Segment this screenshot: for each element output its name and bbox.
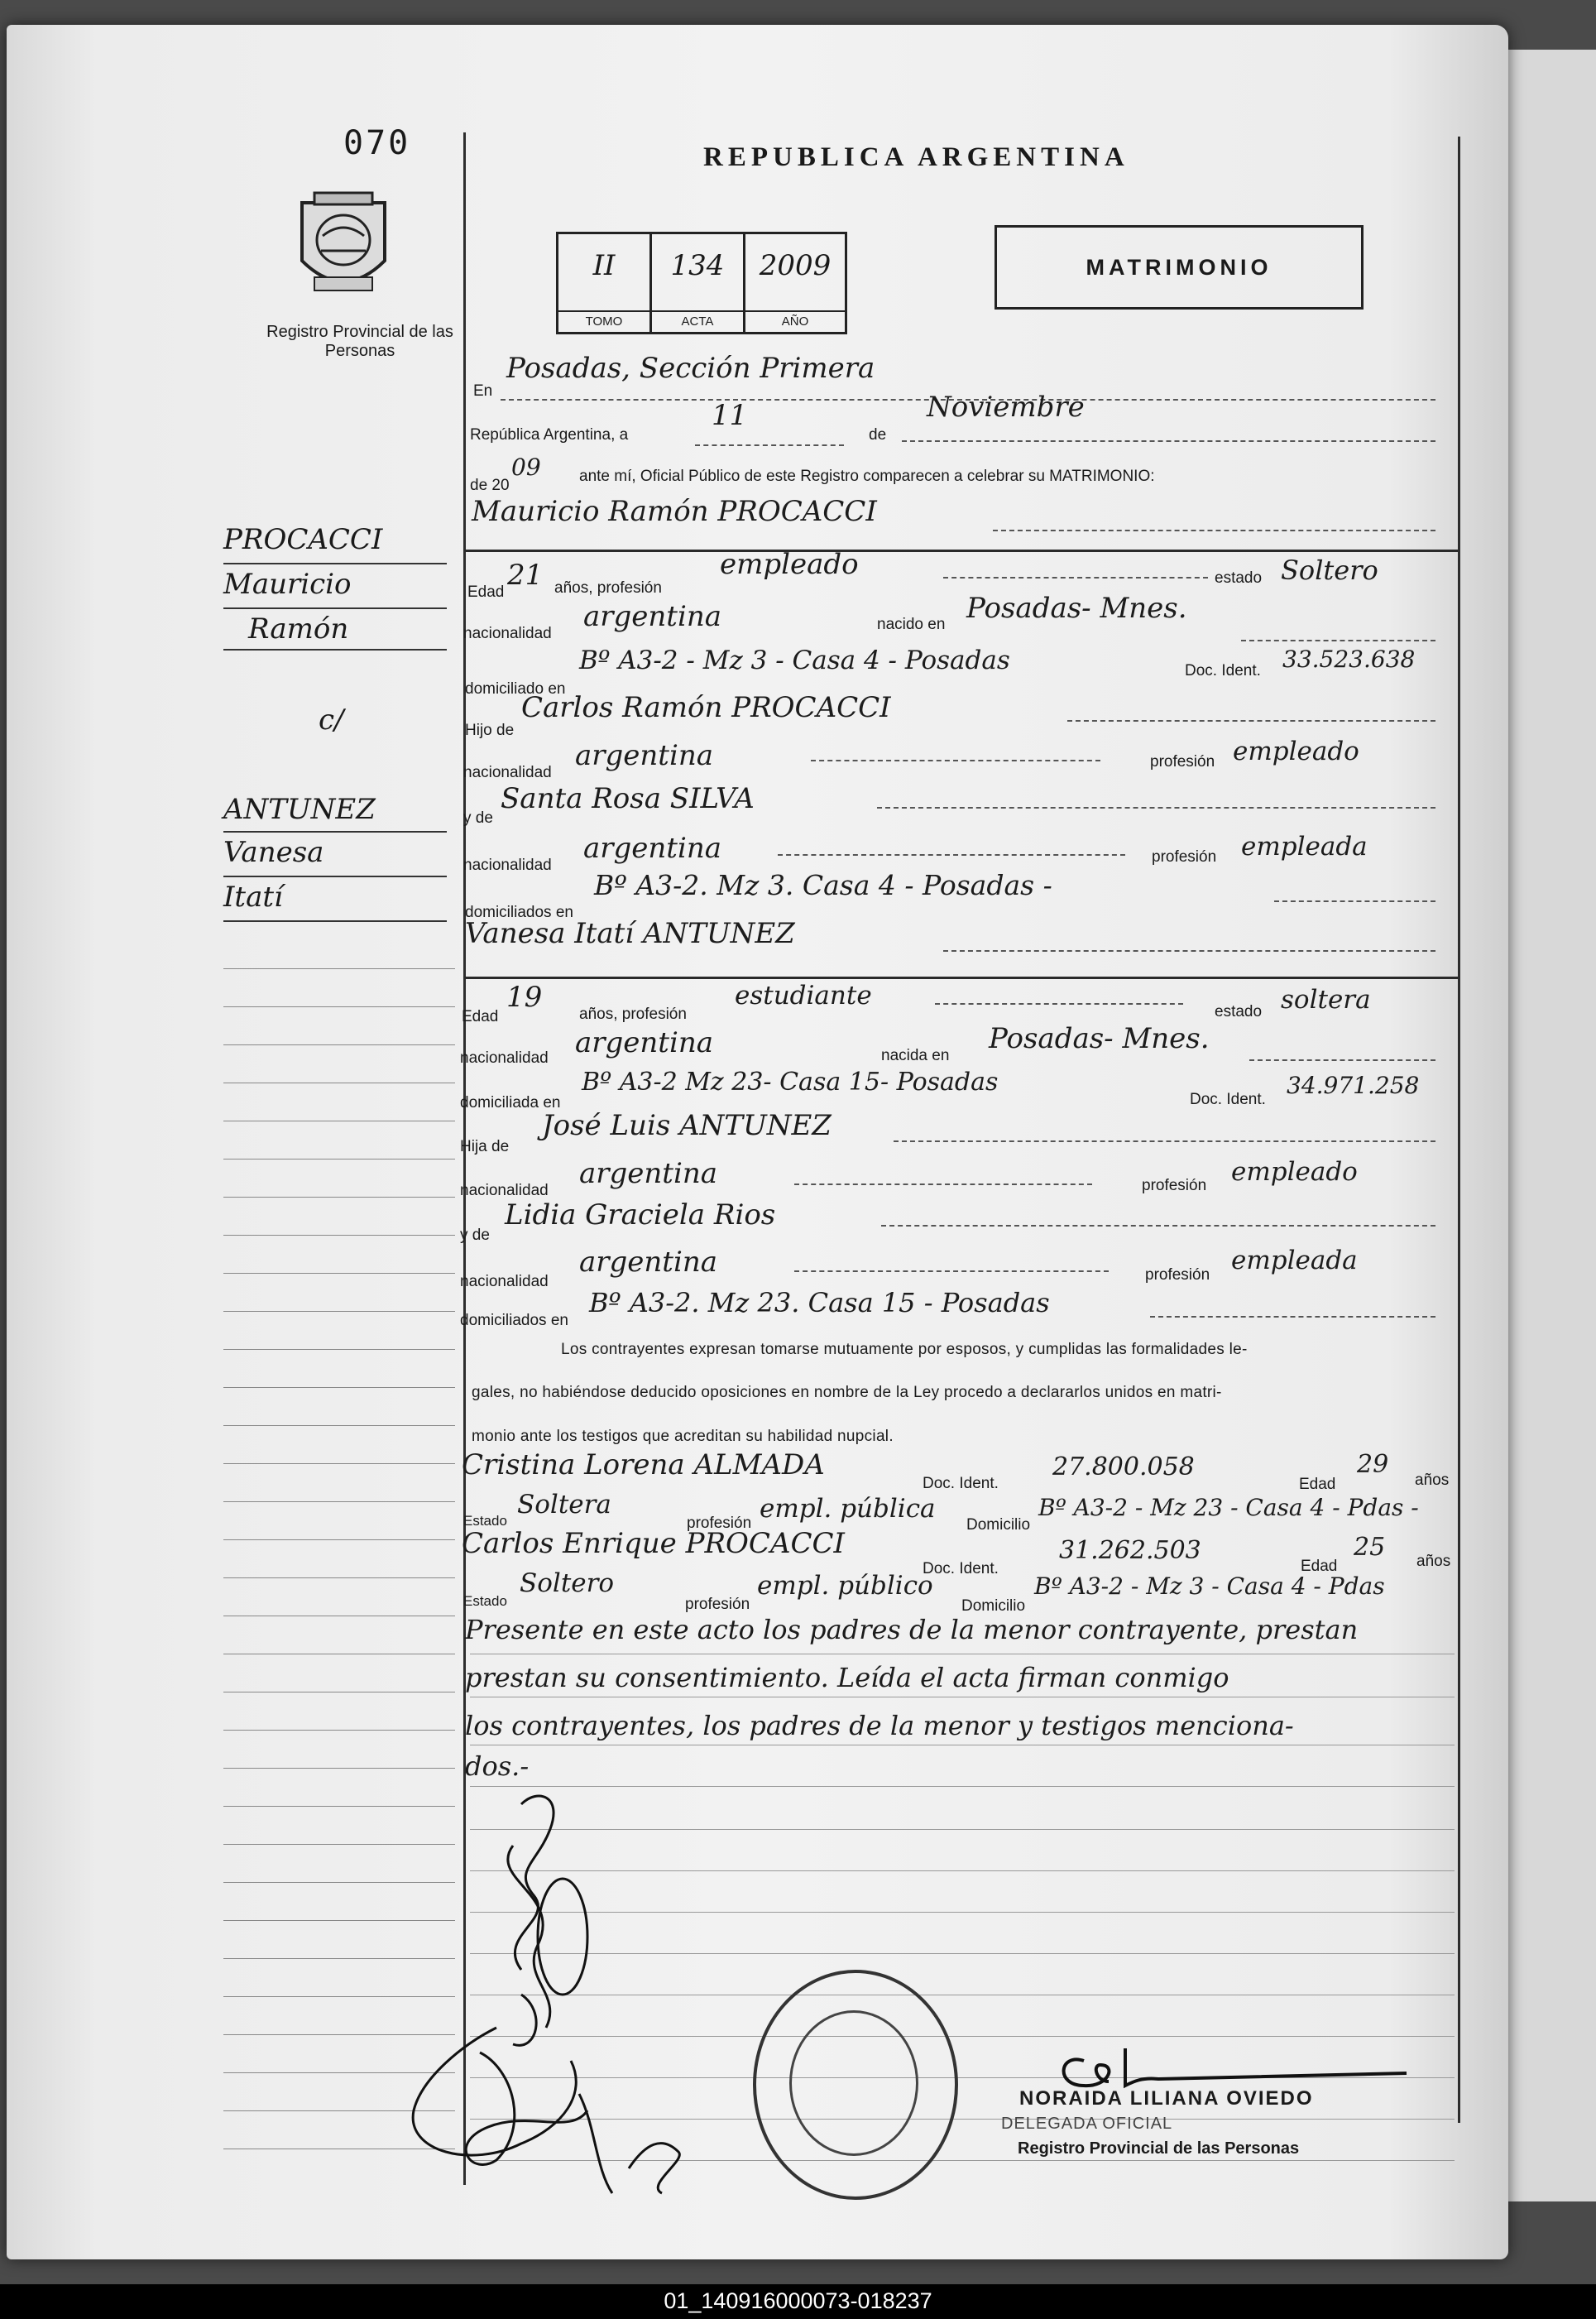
groom-domicilio-label: domiciliado en: [465, 680, 566, 698]
registry-name: Registro Provincial de las Personas: [266, 323, 453, 360]
witness-1-domicilio: Bº A3-2 - Mz 23 - Casa 4 - Pdas -: [1038, 1494, 1419, 1521]
witness-2-edad: 25: [1354, 1533, 1386, 1562]
bride-domicilio-label: domiciliada en: [460, 1094, 561, 1111]
witness-2-edad-label: Edad: [1301, 1558, 1338, 1575]
groom-nacionalidad: argentina: [583, 600, 722, 633]
notes-line-1: Presente en este acto los padres de la menor contrayente, prestan: [465, 1614, 1359, 1645]
witness-2-estado-label: Estado: [463, 1593, 507, 1609]
witness-1-edad: 29: [1357, 1450, 1389, 1479]
margin-note-bride-first-name: Vanesa: [223, 836, 324, 869]
notes-line-3: los contrayentes, los padres de la menor y testigos menciona-: [465, 1710, 1294, 1741]
declaration-line-3: monio ante los testigos que acreditan su habilidad nupcial.: [472, 1428, 894, 1445]
groom-doc-label: Doc. Ident.: [1185, 662, 1261, 679]
groom-nacido-label: nacido en: [877, 616, 946, 633]
bride-nacionalidad-label: nacionalidad: [460, 1049, 549, 1067]
groom-edad: 21: [507, 559, 544, 592]
groom-father-prof: empleado: [1233, 737, 1359, 766]
republica-label: República Argentina, a: [470, 426, 629, 444]
file-id: 01_140916000073-018237: [664, 2288, 932, 2313]
groom-mother: Santa Rosa SILVA: [501, 782, 755, 815]
official-registry: Registro Provincial de las Personas: [1018, 2139, 1300, 2158]
next-page-edge: [1503, 50, 1596, 2201]
bride-hija-label: Hija de: [460, 1138, 510, 1155]
bride-mother-nat-label: nacionalidad: [460, 1273, 549, 1290]
ano-label: AÑO: [745, 310, 845, 332]
witness-2-estado: Soltero: [520, 1568, 615, 1598]
witness-1-name: Cristina Lorena ALMADA: [462, 1448, 825, 1481]
groom-father-nat-label: nacionalidad: [463, 764, 552, 781]
groom-father: Carlos Ramón PROCACCI: [521, 691, 891, 724]
bride-parents-dom-label: domiciliados en: [460, 1312, 568, 1329]
bride-nacida-label: nacida en: [881, 1047, 950, 1064]
bride-estado-label: estado: [1215, 1003, 1263, 1020]
document-type-box: MATRIMONIO: [995, 225, 1364, 310]
groom-parents-dom-label: domiciliados en: [465, 904, 573, 921]
groom-mother-prof-label: profesión: [1152, 848, 1217, 866]
official-title: DELEGADA OFICIAL: [1001, 2115, 1173, 2133]
bride-section-divider: [465, 977, 1458, 979]
en-label: En: [473, 382, 493, 400]
groom-doc: 33.523.638: [1282, 646, 1416, 673]
witness-1-profesion: empl. pública: [760, 1494, 936, 1524]
bride-father-prof-label: profesión: [1142, 1177, 1207, 1194]
groom-mother-nat-label: nacionalidad: [463, 857, 552, 874]
tomo-acta-ano-box: [556, 232, 847, 334]
bride-father-prof: empleado: [1231, 1157, 1358, 1187]
witness-1-estado: Soltera: [517, 1490, 611, 1520]
groom-father-nat: argentina: [575, 739, 714, 772]
acta-value: 134: [670, 249, 725, 282]
bride-mother: Lidia Graciela Rios: [505, 1198, 776, 1232]
page-number: 070: [343, 124, 411, 162]
groom-mother-label: y de: [463, 809, 493, 827]
bride-nacida: Posadas- Mnes.: [989, 1022, 1210, 1055]
witness-2-doc-label: Doc. Ident.: [923, 1560, 999, 1577]
bride-doc-label: Doc. Ident.: [1190, 1091, 1266, 1108]
year-label: de 20: [470, 477, 510, 494]
groom-hijo-label: Hijo de: [465, 722, 515, 739]
bride-edad: 19: [506, 981, 543, 1014]
witness-1-doc-label: Doc. Ident.: [923, 1475, 999, 1492]
bride-profesion-label: años, profesión: [579, 1006, 687, 1023]
country-title: REPUBLICA ARGENTINA: [703, 142, 1129, 172]
province-seal-icon: [294, 186, 393, 306]
bride-father-nat-label: nacionalidad: [460, 1182, 549, 1199]
place-value: Posadas, Sección Primera: [506, 352, 875, 385]
groom-estado: Soltero: [1281, 555, 1378, 586]
right-margin-rule: [1458, 137, 1460, 2123]
notes-line-2: prestan su consentimiento. Leída el acta firman conmigo: [465, 1662, 1229, 1693]
groom-mother-prof: empleada: [1241, 832, 1368, 862]
official-stamp-icon: [753, 1970, 958, 2200]
witness-1-domicilio-label: Domicilio: [966, 1516, 1031, 1534]
margin-note-second-name: Ramón: [248, 612, 349, 646]
bride-nacionalidad: argentina: [575, 1026, 714, 1059]
notes-line-4: dos.-: [465, 1750, 530, 1782]
witness-2-name: Carlos Enrique PROCACCI: [462, 1527, 845, 1560]
witness-2-profesion-label: profesión: [685, 1596, 750, 1613]
bride-mother-prof-label: profesión: [1145, 1266, 1210, 1284]
official-signature-icon: [1051, 2044, 1423, 2094]
groom-nacionalidad-label: nacionalidad: [463, 625, 552, 642]
witness-2-doc: 31.262.503: [1059, 1536, 1201, 1565]
bride-parents-dom: Bº A3-2. Mz 23. Casa 15 - Posadas: [589, 1287, 1050, 1318]
day-value: 11: [712, 399, 748, 432]
witness-1-edad-label: Edad: [1299, 1476, 1336, 1493]
bride-mother-prof: empleada: [1231, 1246, 1358, 1275]
official-name: NORAIDA LILIANA OVIEDO: [1019, 2087, 1314, 2110]
groom-estado-label: estado: [1215, 569, 1263, 587]
bride-father-nat: argentina: [579, 1157, 718, 1190]
witness-2-domicilio-label: Domicilio: [961, 1597, 1026, 1615]
groom-mother-nat: argentina: [583, 832, 722, 865]
groom-profesion-label: años, profesión: [554, 579, 662, 597]
bride-father: José Luis ANTUNEZ: [542, 1109, 832, 1142]
margin-note-surname: PROCACCI: [223, 523, 383, 556]
witness-2-anos-label: años: [1416, 1553, 1451, 1570]
bride-mother-nat: argentina: [579, 1246, 718, 1279]
margin-note-connector: c/: [319, 703, 344, 737]
margin-note-first-name: Mauricio: [223, 568, 352, 601]
groom-father-prof-label: profesión: [1150, 753, 1215, 771]
ano-cell: [745, 234, 845, 332]
witness-2-profesion: empl. público: [757, 1571, 933, 1601]
witness-2-domicilio: Bº A3-2 - Mz 3 - Casa 4 - Pdas: [1034, 1572, 1385, 1600]
month-value: Noviembre: [927, 391, 1085, 424]
groom-edad-label: Edad: [467, 583, 505, 601]
groom-full-name: Mauricio Ramón PROCACCI: [472, 495, 877, 528]
witness-1-profesion-label: profesión: [687, 1515, 752, 1532]
bride-estado: soltera: [1281, 985, 1371, 1015]
groom-domicilio: Bº A3-2 - Mz 3 - Casa 4 - Posadas: [579, 646, 1010, 675]
bride-domicilio: Bº A3-2 Mz 23- Casa 15- Posadas: [582, 1068, 999, 1097]
groom-section-divider: [465, 550, 1458, 552]
bride-edad-label: Edad: [462, 1008, 499, 1025]
witness-1-estado-label: Estado: [463, 1513, 507, 1529]
tomo-cell: [558, 234, 652, 332]
signatures-scribble-icon: [397, 1779, 728, 2210]
tomo-value: II: [592, 249, 616, 282]
bride-full-name: Vanesa Itatí ANTUNEZ: [465, 917, 795, 950]
groom-parents-dom: Bº A3-2. Mz 3. Casa 4 - Posadas -: [594, 869, 1052, 901]
tomo-label: TOMO: [558, 310, 649, 332]
de-label: de: [869, 426, 887, 444]
groom-nacido: Posadas- Mnes.: [966, 592, 1187, 625]
witness-1-anos-label: años: [1415, 1472, 1450, 1489]
bride-mother-label: y de: [460, 1227, 490, 1244]
acta-cell: [652, 234, 745, 332]
witness-1-doc: 27.800.058: [1052, 1452, 1195, 1481]
intro-statement: ante mí, Oficial Público de este Registro comparecen a celebrar su MATRIMONIO:: [579, 468, 1155, 485]
margin-note-bride-surname: ANTUNEZ: [223, 793, 376, 826]
margin-note-bride-second-name: Itatí: [223, 881, 283, 914]
groom-profesion: empleado: [720, 548, 859, 581]
bride-profesion: estudiante: [735, 981, 872, 1011]
declaration-line-1: Los contrayentes expresan tomarse mutuamente por esposos, y cumplidas las formalidades le-: [561, 1341, 1248, 1358]
declaration-line-2: gales, no habiéndose deducido oposiciones en nombre de la Ley procedo a declararlos unidos en matri-: [472, 1384, 1222, 1401]
ano-value: 2009: [759, 249, 832, 282]
bride-doc: 34.971.258: [1287, 1072, 1420, 1099]
acta-label: ACTA: [652, 310, 743, 332]
year-suffix: 09: [511, 454, 541, 481]
